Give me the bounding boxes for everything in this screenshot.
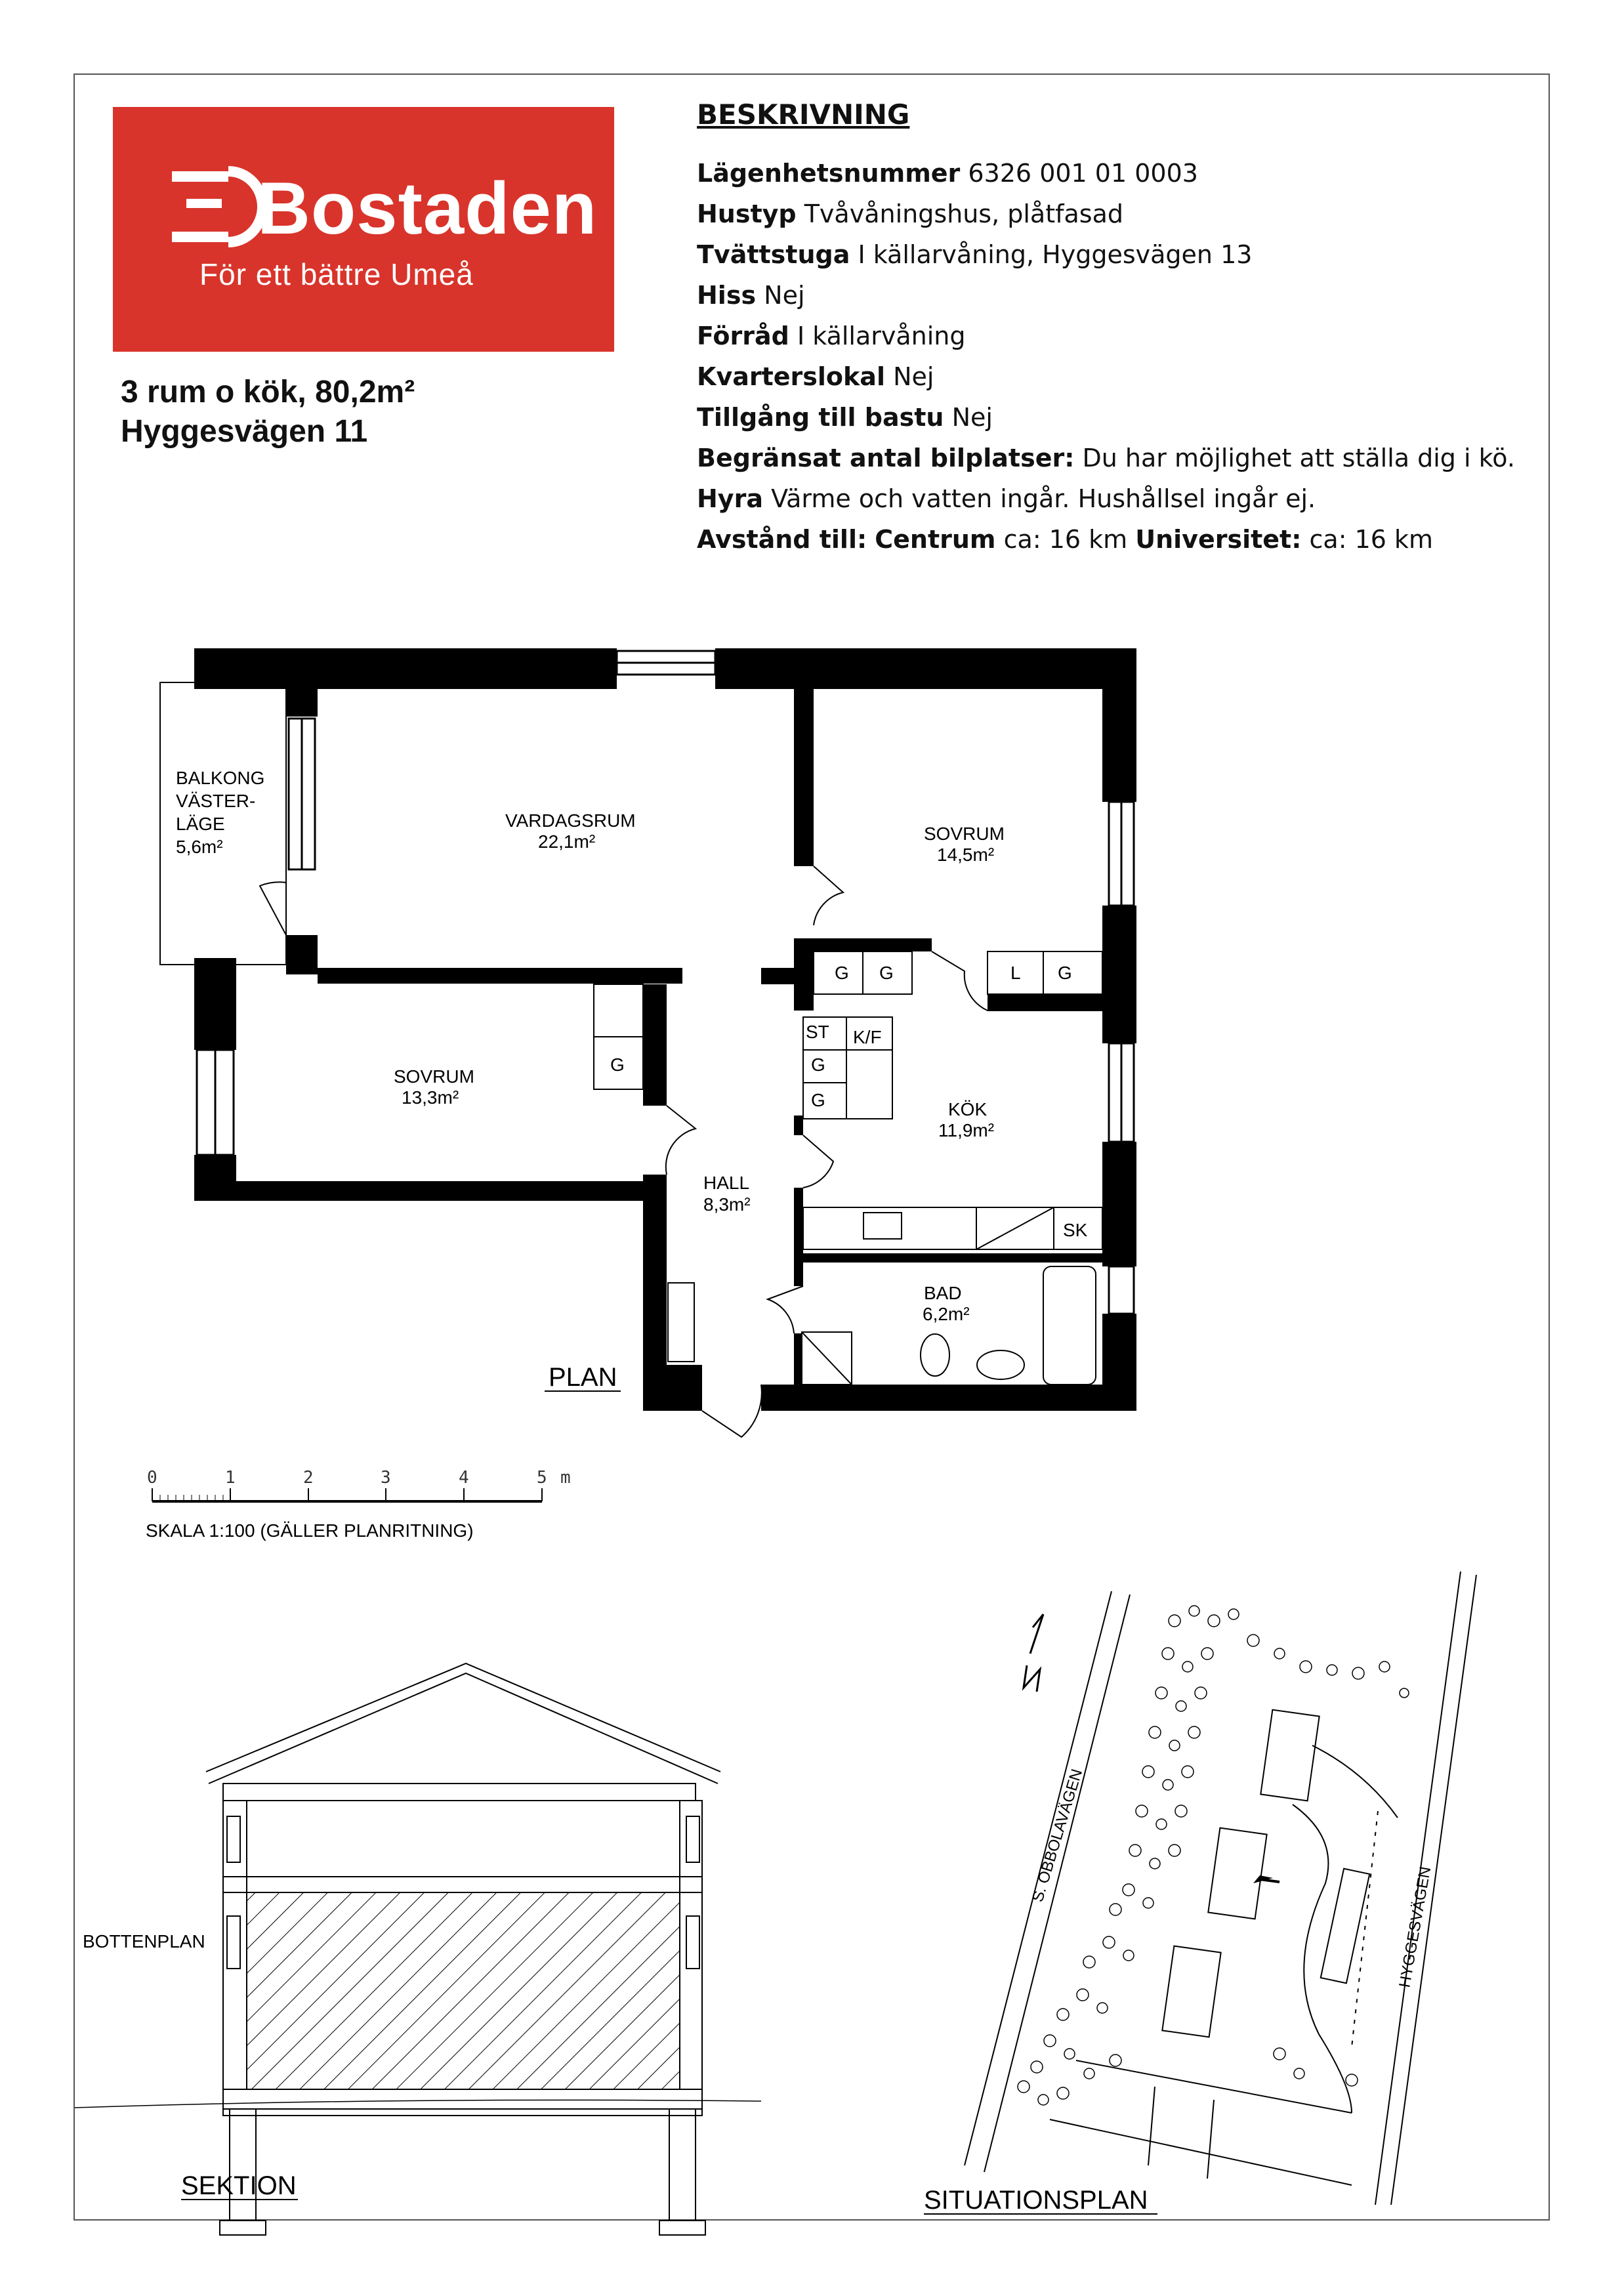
desc-label: Tvättstuga (697, 240, 850, 269)
desc-value: 6326 001 01 0003 (968, 159, 1198, 188)
fixture-g: G (879, 963, 894, 983)
apartment-address: Hyggesvägen 11 (121, 414, 368, 449)
desc-value: ca: 16 km (1309, 525, 1434, 554)
desc-label: Förråd (697, 322, 789, 350)
desc-label: Tillgång till bastu (697, 403, 944, 432)
site-title: SITUATIONSPLAN (924, 2186, 1148, 2215)
scale-unit: m (560, 1468, 571, 1488)
scale-bar (152, 1488, 542, 1501)
apartment-size: 3 rum o kök, 80,2m² (121, 375, 415, 409)
desc-value: Du har möjlighet att ställa dig i kö. (1082, 444, 1515, 472)
brand-tagline: För ett bättre Umeå (199, 257, 474, 291)
plan-labels (176, 768, 1088, 1324)
road-label-hyggesvagen: HYGGESVÄGEN (1396, 1865, 1435, 1990)
kok-area: 11,9m² (938, 1120, 995, 1140)
brand-name: Bostaden (257, 167, 598, 249)
desc-value: Tvåvåningshus, plåtfasad (804, 199, 1123, 228)
fixture-kf: K/F (853, 1027, 882, 1047)
site-trees (1018, 1606, 1409, 2105)
desc-value: Nej (893, 362, 934, 391)
plan-walls (194, 648, 1136, 1411)
description-title: BESKRIVNING (697, 98, 910, 131)
bad-area: 6,2m² (923, 1304, 970, 1324)
scale-tick-label: 0 (147, 1468, 157, 1488)
hall-area: 8,3m² (703, 1194, 751, 1215)
plan-fixtures (594, 951, 1102, 1385)
fixture-l: L (1010, 963, 1021, 983)
section-floor-label: BOTTENPLAN (83, 1931, 205, 1952)
fixture-g: G (610, 1054, 625, 1075)
sovrum1-label: SOVRUM (924, 824, 1005, 844)
balkong-area: 5,6m² (176, 837, 223, 857)
desc-label: Hyra (697, 484, 763, 513)
scale-caption: SKALA 1:100 (GÄLLER PLANRITNING) (146, 1520, 474, 1541)
fixture-st: ST (806, 1022, 829, 1042)
fixture-g: G (811, 1090, 825, 1110)
desc-label: Universitet: (1135, 525, 1302, 554)
plan-title: PLAN (549, 1363, 617, 1392)
desc-label: Hiss (697, 281, 757, 310)
hall-label: HALL (703, 1173, 750, 1193)
desc-value: I källarvåning (797, 322, 966, 350)
desc-label: Hustyp (697, 199, 797, 228)
balkong-label-2: VÄSTER- (176, 791, 256, 811)
sovrum2-area: 13,3m² (402, 1087, 459, 1108)
fixture-g: G (1058, 963, 1072, 983)
bad-label: BAD (924, 1283, 962, 1303)
balkong-label-1: BALKONG (176, 768, 265, 788)
desc-value: ca: 16 km (1003, 525, 1128, 554)
vardagsrum-area: 22,1m² (538, 831, 596, 852)
fixture-g: G (811, 1054, 825, 1075)
sovrum2-label: SOVRUM (394, 1066, 474, 1087)
scale-tick-label: 5 (537, 1468, 547, 1488)
scale-tick-label: 4 (459, 1468, 469, 1488)
scale-tick-label: 2 (303, 1468, 314, 1488)
kok-label: KÖK (948, 1099, 988, 1119)
balkong-label-3: LÄGE (176, 814, 225, 834)
desc-value: Nej (951, 403, 993, 432)
desc-label: Lägenhetsnummer (697, 159, 961, 188)
desc-label: Centrum (875, 525, 996, 554)
vardagsrum-label: VARDAGSRUM (505, 810, 636, 831)
location-arrow-shaft (1260, 1879, 1279, 1882)
desc-value: Värme och vatten ingår. Hushållsel ingår ej. (771, 484, 1316, 513)
fixture-g: G (835, 963, 849, 983)
desc-label: Begränsat antal bilplatser: (697, 444, 1075, 472)
road-label-obbolavagen: S. OBBOLAVÄGEN (1028, 1766, 1087, 1904)
sovrum1-area: 14,5m² (937, 845, 995, 865)
desc-label: Kvarterslokal (697, 362, 885, 391)
fixture-sk: SK (1063, 1220, 1088, 1240)
scale-tick-label: 3 (381, 1468, 391, 1488)
desc-value: Nej (764, 281, 805, 310)
north-arrow-icon (1024, 1614, 1043, 1692)
section-title: SEKTION (181, 2171, 297, 2200)
section-hatched-floor (247, 1892, 680, 2089)
scale-ticks (147, 1468, 571, 1488)
scale-tick-label: 1 (225, 1468, 236, 1488)
desc-value: I källarvåning, Hyggesvägen 13 (858, 240, 1253, 269)
desc-label: Avstånd till: (697, 525, 867, 554)
